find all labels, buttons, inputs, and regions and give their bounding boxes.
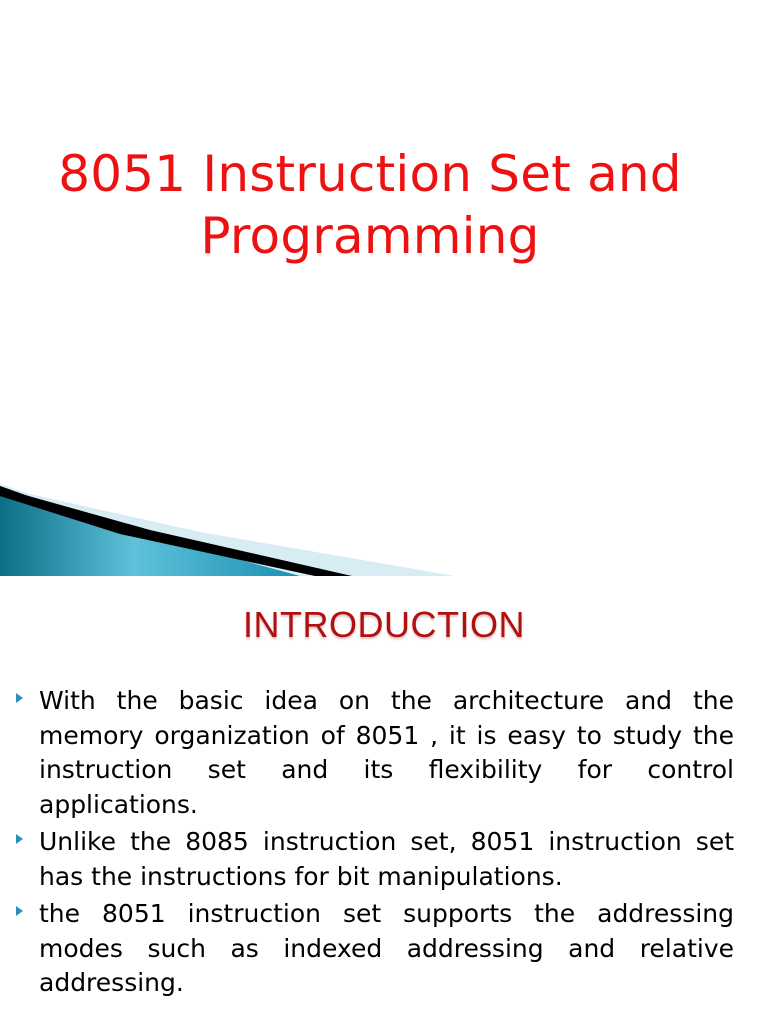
introduction-slide: [0, 576, 768, 1024]
bullet-text: With the basic idea on the architecture and the memory organization of 8051 , it is easy to study the instruction set and its flexibility for control applications.: [39, 686, 734, 819]
triangle-bullet-icon: [16, 834, 23, 844]
slide-title: [2, 143, 738, 267]
slide-title-line-1: 8051 Instruction Set and: [58, 145, 682, 203]
list-item: [16, 825, 734, 894]
bullet-text: the 8051 instruction set supports the addressing modes such as indexed addressing and relative addressing.: [39, 899, 734, 997]
triangle-bullet-icon: [16, 693, 23, 703]
slide-title-line-2: Programming: [200, 207, 540, 265]
bullet-list: [16, 684, 734, 1004]
introduction-heading: INTRODUCTION: [243, 604, 525, 645]
triangle-bullet-icon: [16, 906, 23, 916]
decorative-swoosh-graphic: [0, 470, 768, 576]
list-item: [16, 684, 734, 822]
bullet-text: Unlike the 8085 instruction set, 8051 instruction set has the instructions for bit manipulations.: [39, 827, 734, 891]
list-item: [16, 897, 734, 1001]
